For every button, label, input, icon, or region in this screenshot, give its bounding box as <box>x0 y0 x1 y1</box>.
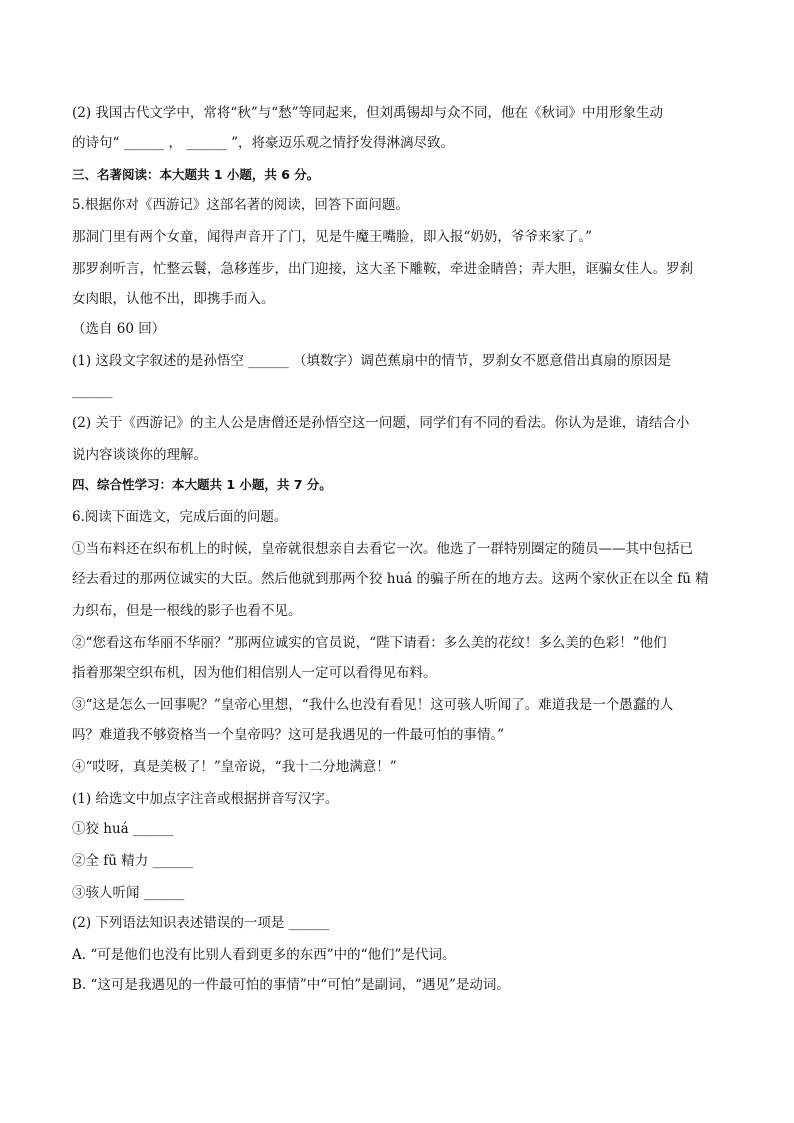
passage-p3-line-2: 吗？难道我不够资格当一个皇帝吗？这可是我遇见的一件最可怕的事情。” <box>72 727 505 743</box>
passage-p3-line-1: ③“这是怎么一回事呢？”皇帝心里想，“我什么也没有看见！这可骇人听闻了。难道我是一个愚蠢的人 <box>72 697 674 713</box>
excerpt-line-1: 那洞门里有两个女童，闻得声音开了门，见是牛魔王嘴脸，即入报“奶奶，爷爷来家了。” <box>72 229 593 245</box>
question-6-2: (2) 下列语法知识表述错误的一项是 ______ <box>72 915 330 931</box>
question-6-1-item-2: ②全 fū 精力 ______ <box>72 853 194 869</box>
question-5-1-line-1: (1) 这段文字叙述的是孙悟空 ______ （填数字）调芭蕉扇中的情节，罗刹女不愿意借出真扇的原因是 <box>72 353 671 369</box>
question-6-1-item-3: ③骇人听闻 ______ <box>72 885 185 901</box>
question-6-1: (1) 给选文中加点字注音或根据拼音写汉字。 <box>72 791 339 807</box>
option-a: A. “可是他们也没有比别人看到更多的东西”中的“他们”是代词。 <box>72 947 456 963</box>
passage-p2-line-2: 指着那架空织布机，因为他们相信别人一定可以看得见布料。 <box>72 665 437 681</box>
question-6-prompt: 6.阅读下面选文，完成后面的问题。 <box>72 509 288 525</box>
question-5-prompt: 5.根据你对《西游记》这部名著的阅读，回答下面问题。 <box>72 197 409 213</box>
excerpt-line-3: 女肉眼，认他不出，即携手而入。 <box>72 291 275 307</box>
passage-p2-line-1: ②“您看这布华丽不华丽？”那两位诚实的官员说，“陛下请看：多么美的花纹！多么美的色彩！”他们 <box>72 635 667 651</box>
question-4-2-line-2: 的诗句“ ______ ， ______ ”，将豪迈乐观之情抒发得淋漓尽致。 <box>72 135 454 151</box>
question-5-1-line-2: ______ <box>72 383 113 399</box>
question-5-2-line-1: (2) 关于《西游记》的主人公是唐僧还是孙悟空这一问题，同学们有不同的看法。你认为是谁，请结合小 <box>72 415 690 431</box>
section-4-heading: 四、综合性学习：本大题共 1 小题，共 7 分。 <box>72 477 332 492</box>
option-b: B. “这可是我遇见的一件最可怕的事情”中“可怕”是副词，“遇见”是动词。 <box>72 977 510 993</box>
passage-p4: ④“哎呀，真是美极了！”皇帝说，“我十二分地满意！” <box>72 759 397 775</box>
passage-p1-line-3: 力织布，但是一根线的影子也看不见。 <box>72 603 302 619</box>
section-3-heading: 三、名著阅读：本大题共 1 小题，共 6 分。 <box>72 167 320 182</box>
question-4-2-line-1: (2) 我国古代文学中，常将“秋”与“愁”等同起来，但刘禹锡却与众不同，他在《秋词》中用形象生动 <box>72 105 664 121</box>
question-5-2-line-2: 说内容谈谈你的理解。 <box>72 447 207 463</box>
question-6-1-item-1: ①狡 huá ______ <box>72 821 174 837</box>
excerpt-source: （选自 60 回） <box>72 321 166 337</box>
passage-p1-line-2: 经去看过的那两位诚实的大臣。然后他就到那两个狡 huá 的骗子所在的地方去。这两个家伙正在以全 fū 精 <box>72 571 709 587</box>
excerpt-line-2: 那罗刹听言，忙整云鬟，急移莲步，出门迎接，这大圣下雕鞍，牵进金睛兽；弄大胆，诓骗女佳人。罗刹 <box>72 261 693 277</box>
passage-p1-line-1: ①当布料还在织布机上的时候，皇帝就很想亲自去看它一次。他选了一群特别圈定的随员——其中包括已 <box>72 541 693 557</box>
